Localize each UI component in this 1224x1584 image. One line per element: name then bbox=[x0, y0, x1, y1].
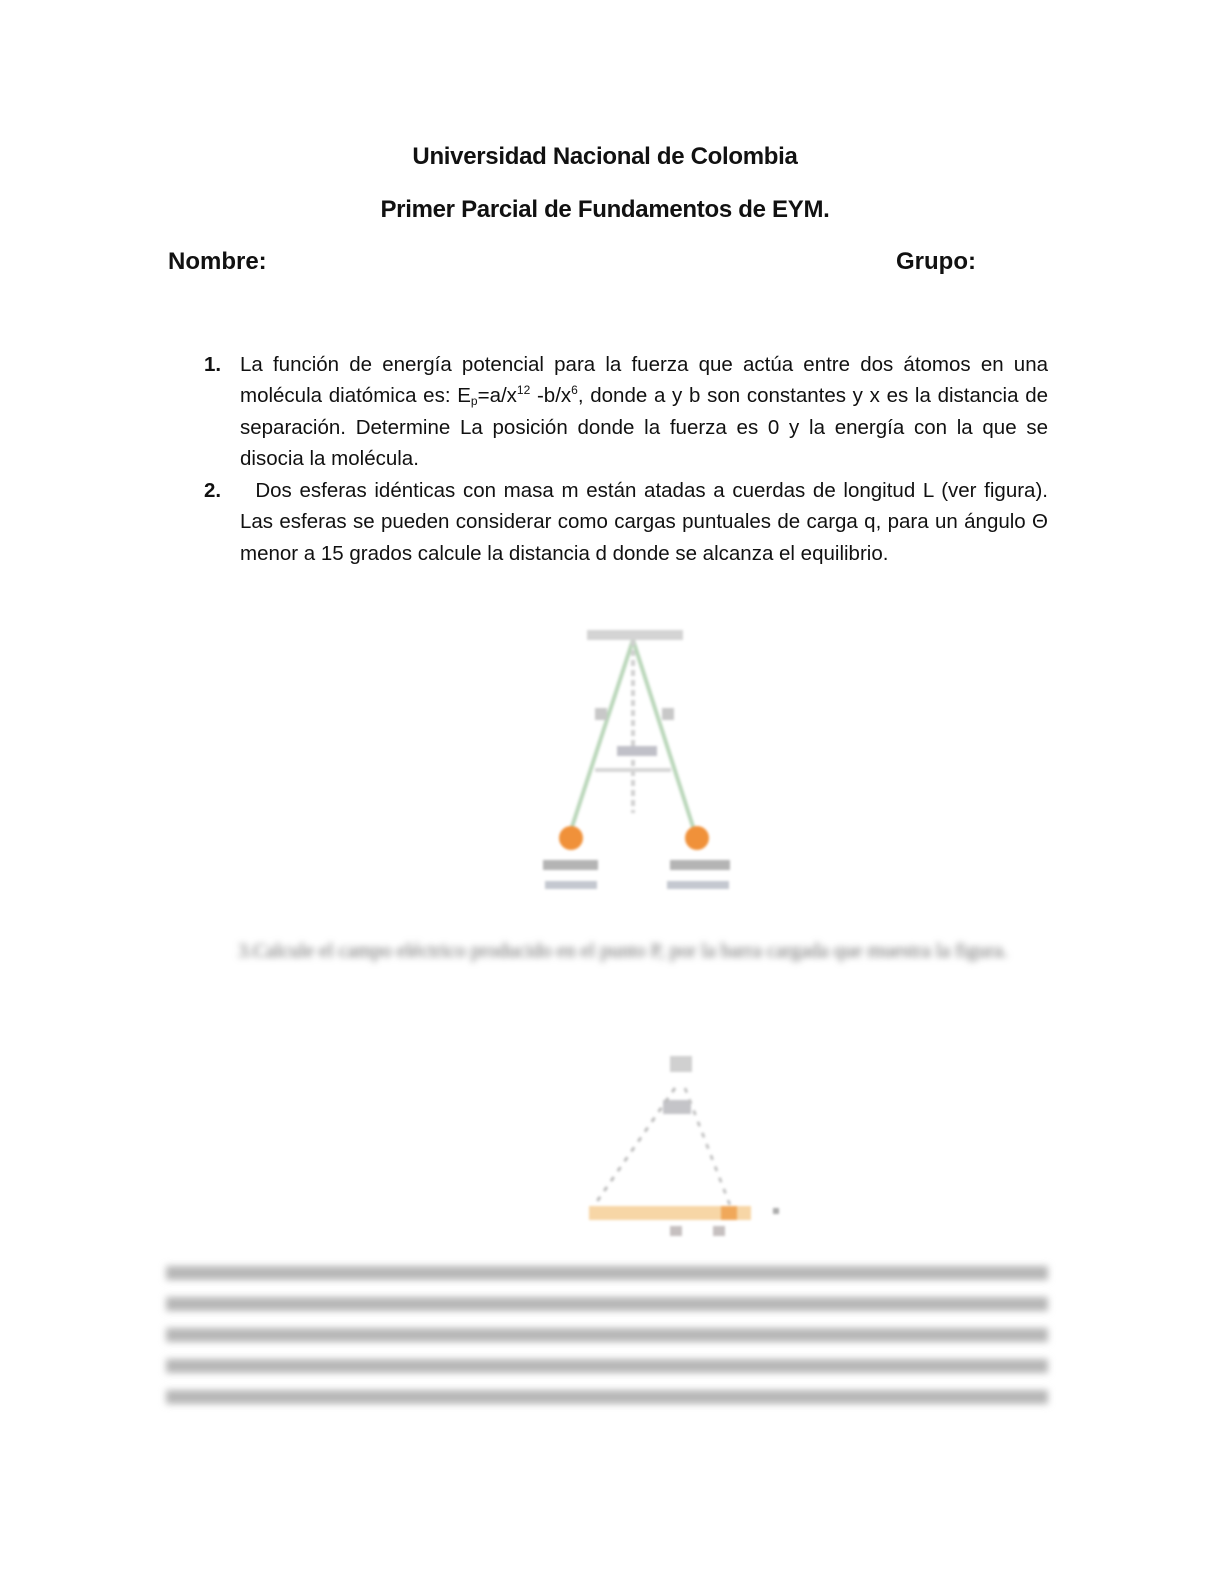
question-text: Dos esferas idénticas con masa m están atadas a cuerdas de longitud L (ver figura). Las esferas se pueden considerar como cargas puntuales de carga q, para un ángulo Θ menor a 15 grados calcule la distancia d donde se alcanza el equilibrio. bbox=[240, 479, 1054, 565]
question-1 bbox=[200, 349, 1048, 474]
exam-title: Primer Parcial de Fundamentos de EYM. bbox=[380, 196, 830, 223]
left-sphere-caption bbox=[545, 881, 597, 889]
left-sphere bbox=[559, 826, 583, 850]
angle-label bbox=[663, 1100, 691, 1114]
bar-dimension-label bbox=[670, 1226, 682, 1236]
bar-dimension-label bbox=[713, 1226, 725, 1236]
angle-label bbox=[617, 746, 657, 756]
charged-bar-figure bbox=[575, 1008, 785, 1253]
left-dashed-line bbox=[589, 1088, 675, 1213]
ceiling-bar bbox=[587, 630, 683, 640]
left-string bbox=[570, 640, 633, 833]
question-4 bbox=[166, 1266, 1048, 1421]
name-label: Nombre: bbox=[168, 248, 267, 275]
right-sphere bbox=[685, 826, 709, 850]
illegible-text bbox=[166, 1266, 1048, 1421]
question-number: 1. bbox=[204, 353, 222, 376]
point-P-label bbox=[670, 1056, 692, 1072]
bar-end-segment bbox=[721, 1206, 737, 1220]
pendulum-figure bbox=[525, 598, 745, 903]
right-dashed-line bbox=[685, 1088, 733, 1213]
group-label: Grupo: bbox=[896, 248, 976, 275]
right-string bbox=[633, 640, 695, 833]
right-sphere-caption bbox=[667, 881, 729, 889]
axis-marker bbox=[773, 1208, 779, 1214]
question-2 bbox=[200, 475, 1054, 569]
question-3: 3.Calcule el campo eléctrico producido en el punto P, por la barra cargada que muestra la figura. bbox=[238, 940, 1008, 962]
label-L-left bbox=[595, 708, 607, 720]
university-title: Universidad Nacional de Colombia bbox=[412, 143, 798, 170]
question-number: 2. bbox=[204, 479, 222, 502]
question-text: La función de energía potencial para la fuerza que actúa entre dos átomos en una molécula diatómica es: $E_p=a/x^{12}$ $-b/x^6$, donde a y b son constantes y x es la distancia de separación. Determine La posición donde la fuerza es 0 y la energía con la que se disocia la molécula. bbox=[240, 353, 1048, 470]
left-sphere-caption bbox=[543, 860, 598, 870]
label-L-right bbox=[662, 708, 674, 720]
right-sphere-caption bbox=[670, 860, 730, 870]
